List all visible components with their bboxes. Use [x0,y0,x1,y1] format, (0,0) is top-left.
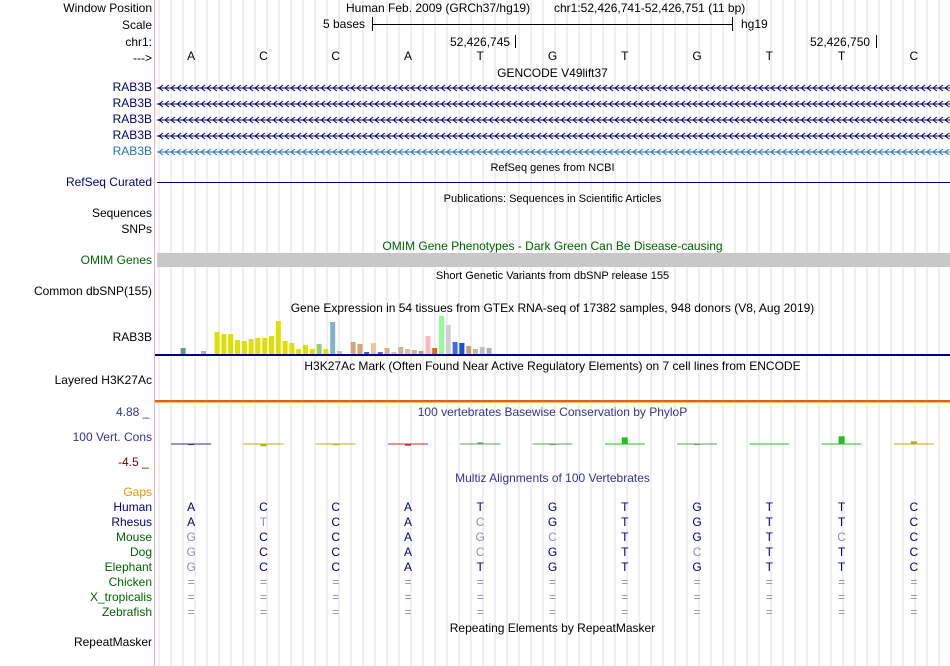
multiz-base: C [259,500,268,514]
base-letter: T [837,49,846,63]
gtex-bar[interactable] [215,332,220,354]
multiz-base: = [548,590,556,604]
gtex-bar[interactable] [357,344,362,354]
multiz-base: T [765,530,773,544]
multiz-base: G [547,500,558,514]
phylop-score[interactable] [766,443,772,444]
gtex-bar[interactable] [296,349,301,354]
multiz-base: C [259,560,268,574]
gtex-bar[interactable] [378,352,383,354]
multiz-base: T [765,515,773,529]
gtex-bar[interactable] [398,347,403,354]
multiz-base: G [547,560,558,574]
multiz-base: C [331,515,340,529]
gtex-bar[interactable] [473,349,478,354]
position-text: chr1:52,426,741-52,426,751 (11 bp) [554,1,746,15]
base-letter: A [187,49,196,63]
gtex-bar[interactable] [221,334,226,354]
multiz-base: C [259,530,268,544]
base-letter: A [403,49,412,63]
coord-tick-1 [515,35,516,48]
multiz-base: G [692,530,702,544]
gtex-chart[interactable] [155,314,950,356]
multiz-base: T [476,500,484,514]
multiz-base: C [475,545,485,559]
gtex-bar[interactable] [405,349,410,354]
multiz-species-label[interactable]: Mouse [115,530,152,544]
phylop-score[interactable] [694,444,700,445]
refseq-title[interactable]: RefSeq genes from NCBI [490,162,615,174]
base-letter: C [259,49,268,63]
gtex-bar[interactable] [391,352,396,354]
window-position-label: Window Position [63,1,152,15]
multiz-base: T [476,560,484,574]
multiz-base: = [621,605,629,619]
scale-db: hg19 [741,17,768,31]
h3k27ac-label[interactable]: Layered H3K27Ac [54,373,152,387]
gtex-bar[interactable] [228,334,233,354]
multiz-base: = [838,590,846,604]
gtex-bar[interactable] [235,340,240,354]
chrom-label: chr1: [125,35,152,49]
multiz-base: C [475,515,485,529]
gtex-bar[interactable] [269,336,274,354]
multiz-base: = [910,575,918,589]
gtex-bar[interactable] [487,348,492,354]
multiz-base: T [621,545,629,559]
multiz-base: = [765,605,773,619]
multiz-species-label[interactable]: Elephant [104,560,152,574]
base-letter: G [692,49,702,63]
multiz-species-label[interactable]: Chicken [108,575,152,589]
gtex-bar[interactable] [432,348,437,354]
phylop-score[interactable] [333,444,339,445]
multiz-base: C [909,545,919,559]
multiz-base: T [765,560,773,574]
coord-tick-2 [876,35,877,48]
multiz-base: A [187,515,196,529]
phylop-score[interactable] [839,436,845,444]
multiz-base: T [837,545,846,559]
gencode-gene-label[interactable]: RAB3B [112,128,152,142]
multiz-base: = [621,575,629,589]
multiz-base: G [475,530,485,544]
gtex-title[interactable]: Gene Expression in 54 tissues from GTEx RNA-seq of 17382 samples, 948 donors (V8, Aug 2019) [290,301,815,315]
gtex-bar[interactable] [446,325,451,354]
multiz-base: G [547,545,558,559]
gtex-bar[interactable] [480,347,485,354]
base-letter: C [909,49,919,63]
multiz-base: A [403,560,412,574]
multiz-base: = [838,605,846,619]
multiz-base: T [621,515,629,529]
gtex-bar[interactable] [201,351,206,354]
repeatmasker-title[interactable]: Repeating Elements by RepeatMasker [449,621,656,635]
scale-bar [372,17,733,31]
multiz-base: C [692,545,702,559]
multiz-base: = [910,590,918,604]
gtex-bar[interactable] [255,338,260,354]
base-letter: G [547,49,558,63]
gtex-bar[interactable] [466,346,471,354]
multiz-base: = [693,575,701,589]
gtex-baseline [155,354,950,356]
gencode-transcript[interactable] [157,99,950,109]
multiz-base: = [187,590,195,604]
multiz-base: C [548,530,557,544]
gencode-gene-label[interactable]: RAB3B [112,80,152,94]
gtex-bar[interactable] [276,321,281,354]
refseq-line[interactable] [157,182,950,183]
phylop-ymax-label: 4.88 _ [116,405,150,419]
gtex-bar[interactable] [385,348,390,354]
phylop-score[interactable] [911,441,917,444]
multiz-base: = [404,590,412,604]
multiz-base: = [765,590,773,604]
multiz-species-label[interactable]: X_tropicalis [89,590,152,604]
phylop-chart[interactable] [155,414,950,472]
multiz-base: G [692,560,702,574]
gtex-bar[interactable] [249,339,254,354]
phylop-score[interactable] [260,444,266,446]
gencode-gene-label[interactable]: RAB3B [112,112,152,126]
multiz-base: A [403,500,412,514]
gtex-bar[interactable] [303,345,308,354]
gencode-title[interactable]: GENCODE V49lift37 [497,66,608,80]
gtex-bar[interactable] [419,351,424,354]
phylop-score[interactable] [622,437,628,444]
multiz-base: A [403,515,412,529]
gtex-bar[interactable] [283,341,288,354]
gtex-bar[interactable] [310,349,315,354]
multiz-base: = [332,575,340,589]
phylop-title[interactable]: 100 vertebrates Basewise Conservation by PhyloP [417,405,688,419]
gtex-bar[interactable] [439,316,444,354]
h3k27ac-baseline-2 [155,402,950,403]
scale-label: Scale [121,18,152,32]
gtex-bar[interactable] [425,336,430,354]
gtex-bar[interactable] [453,342,458,354]
multiz-base: = [476,605,484,619]
multiz-base: T [621,530,629,544]
multiz-base: = [838,575,846,589]
multiz-base: C [259,545,268,559]
base-letter: T [765,49,773,63]
multiz-base: C [331,560,340,574]
multiz-base: = [765,575,773,589]
multiz-base: T [621,500,629,514]
multiz-base: C [331,545,340,559]
gtex-bar[interactable] [351,342,356,354]
multiz-base: G [692,500,702,514]
coord-label-1: 52,426,745 [450,35,511,49]
h3k27ac-title[interactable]: H3K27Ac Mark (Often Found Near Active Regulatory Elements) on 7 cell lines from ENCODE [304,359,801,373]
multiz-base: T [259,515,268,529]
scale-text: 5 bases [323,17,366,31]
dbsnp-label[interactable]: Common dbSNP(155) [33,284,152,298]
gtex-bar[interactable] [364,352,369,354]
multiz-base: = [259,590,267,604]
gencode-transcript[interactable] [157,131,950,141]
gencode-transcript[interactable] [157,147,950,157]
publications-label[interactable]: Sequences [91,206,152,220]
gtex-bar[interactable] [242,341,247,354]
assembly-text: Human Feb. 2009 (GRCh37/hg19) [346,1,531,15]
multiz-base: = [548,605,556,619]
multiz-base: = [259,575,267,589]
omim-label[interactable]: OMIM Genes [80,253,152,267]
multiz-base: = [332,605,340,619]
phylop-score[interactable] [550,444,556,445]
repeatmasker-label[interactable]: RepeatMasker [73,635,152,649]
gtex-label[interactable]: RAB3B [112,330,152,344]
multiz-base: T [837,500,846,514]
coord-label-2: 52,426,750 [810,35,871,49]
base-letter: T [621,49,629,63]
multiz-base: T [837,560,846,574]
multiz-base: = [910,605,918,619]
phylop-label[interactable]: 100 Vert. Cons [72,430,152,444]
phylop-score[interactable] [188,444,194,445]
gtex-bar[interactable] [371,343,376,354]
base-letter: T [476,49,484,63]
multiz-base: T [837,515,846,529]
omim-bar[interactable] [157,253,950,267]
gencode-gene-label[interactable]: RAB3B [112,96,152,110]
gtex-bar[interactable] [323,349,328,354]
multiz-title[interactable]: Multiz Alignments of 100 Vertebrates [455,471,650,485]
multiz-species-label[interactable]: Rhesus [111,515,152,529]
multiz-species-label[interactable]: Dog [129,545,152,559]
gtex-bar[interactable] [317,344,322,354]
phylop-score[interactable] [477,442,483,444]
gtex-bar[interactable] [289,343,294,354]
multiz-base: A [187,500,196,514]
multiz-base: G [186,530,196,544]
phylop-ymin-label: -4.5 _ [118,455,149,469]
multiz-base: C [909,500,919,514]
omim-title[interactable]: OMIM Gene Phenotypes - Dark Green Can Be Disease-causing [382,239,723,253]
phylop-score[interactable] [405,444,411,446]
multiz-base: G [186,545,196,559]
multiz-species-label[interactable]: Human [113,500,152,514]
gtex-bar[interactable] [459,343,464,354]
multiz-base: = [332,590,340,604]
gtex-bar[interactable] [337,351,342,354]
gencode-gene-label[interactable]: RAB3B [112,144,152,158]
multiz-base: C [909,560,919,574]
multiz-base: = [404,575,412,589]
multiz-base: T [765,500,773,514]
strand-label: ---> [133,51,152,65]
multiz-base: G [692,515,702,529]
publications-title[interactable]: Publications: Sequences in Scientific Articles [443,193,662,205]
base-letter: C [331,49,340,63]
multiz-base: A [403,545,412,559]
gtex-bar[interactable] [330,322,335,354]
snps-label[interactable]: SNPs [121,222,152,236]
multiz-base: = [476,590,484,604]
gencode-transcript[interactable] [157,83,950,93]
multiz-base: = [548,575,556,589]
gtex-bar[interactable] [412,350,417,354]
multiz-base: C [331,530,340,544]
multiz-base: T [765,545,773,559]
multiz-base: = [693,590,701,604]
multiz-base: T [621,560,629,574]
multiz-base: C [909,530,919,544]
multiz-base: = [476,575,484,589]
multiz-base: A [403,530,412,544]
refseq-label[interactable]: RefSeq Curated [65,175,152,189]
multiz-base: C [837,530,846,544]
multiz-base: = [187,575,195,589]
gtex-bar[interactable] [181,348,186,354]
gencode-transcript[interactable] [157,115,950,125]
multiz-species-label[interactable]: Zebrafish [101,605,152,619]
gaps-label[interactable]: Gaps [123,485,152,499]
multiz-base: C [331,500,340,514]
multiz-base: = [259,605,267,619]
base-sequence [0,49,950,64]
multiz-base: = [404,605,412,619]
gtex-bar[interactable] [262,338,267,354]
multiz-base: = [621,590,629,604]
multiz-base: C [909,515,919,529]
multiz-base: G [186,560,196,574]
multiz-base: = [693,605,701,619]
multiz-base: = [187,605,195,619]
dbsnp-title[interactable]: Short Genetic Variants from dbSNP release 155 [435,270,670,282]
multiz-base: G [547,515,558,529]
